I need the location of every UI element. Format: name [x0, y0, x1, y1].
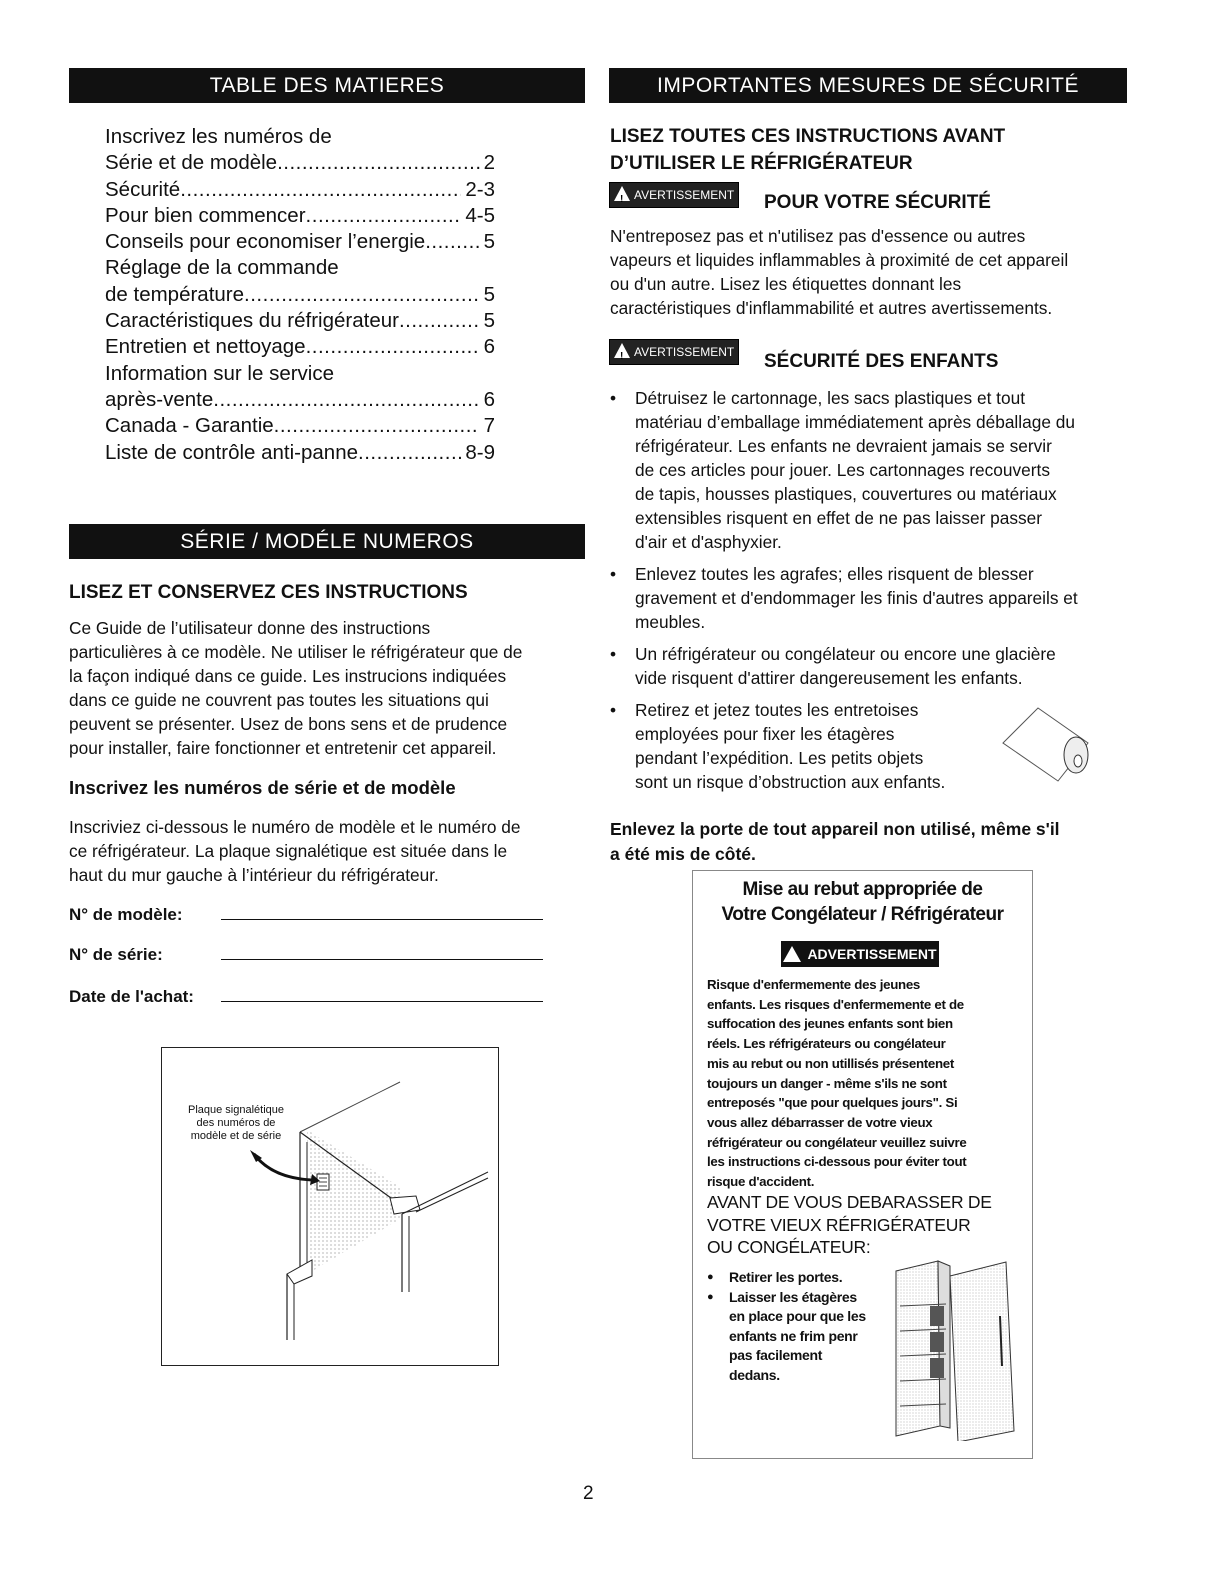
serie-banner: SÉRIE / MODÉLE NUMEROS	[69, 524, 585, 559]
toc-entry-label: Liste de contrôle anti-panne	[105, 440, 359, 464]
purchase-date-label: Date de l'achat:	[69, 987, 194, 1006]
page-number: 2	[583, 1483, 594, 1504]
toc-entry-label: Inscrivez les numéros de	[105, 125, 332, 148]
text-line: d'air et d'asphyxier.	[635, 532, 782, 552]
purchase-date-field[interactable]	[69, 985, 549, 1007]
lisez-paragraph	[69, 616, 589, 760]
toc-leader-dots	[277, 150, 480, 176]
children-safety-heading: SÉCURITÉ DES ENFANTS	[764, 351, 999, 372]
toc-entry-label: Conseils pour economiser l’energie	[105, 230, 426, 254]
text-line: • Retirez et jetez toutes les entretoises	[635, 700, 919, 720]
safety-paragraph	[610, 224, 1135, 320]
text-line: peuvent se présenter. Usez de bons sens et de prudence	[69, 714, 508, 734]
toc-entry	[105, 440, 495, 466]
warning-triangle-icon	[614, 343, 630, 358]
disposal-body	[707, 975, 1019, 1192]
toc-entry-page: 8-9	[465, 440, 495, 464]
toc-entry	[105, 177, 495, 203]
text-line: dedans.	[729, 1366, 780, 1383]
text-line: • Détruisez le cartonnage, les sacs plastiques et tout	[635, 388, 1026, 408]
model-number-label: N° de modèle:	[69, 905, 183, 924]
text-line: ce réfrigérateur. La plaque signalétique est située dans le	[69, 841, 508, 861]
text-line: matériau d’emballage immédiatement après déballage du	[635, 412, 1075, 432]
text-line: vapeurs et liquides inflammables à proximité de cet appareil	[610, 250, 1069, 270]
toc-entry-label: Information sur le service	[105, 361, 335, 385]
toc-leader-dots	[399, 308, 480, 334]
disposal-title: Mise au rebut appropriée de Votre Congélateur / Réfrigérateur	[721, 879, 1004, 925]
text-line: dans ce guide ne couvrent pas toutes les situations qui	[69, 690, 489, 710]
text-line: sont un risque d’obstruction aux enfants.	[635, 772, 946, 792]
toc-entry	[105, 255, 495, 281]
toc-entry-page: 2	[483, 151, 495, 175]
toc-entry-label: Pour bien commencer	[105, 203, 306, 227]
toc-entry-page: 5	[483, 282, 495, 306]
bullet-icon: ●	[707, 1271, 714, 1283]
model-number-line[interactable]	[221, 919, 543, 920]
text-line: réfrigérateur. Les enfants ne devraient jamais se servir	[635, 436, 1052, 456]
toc-entry-label: après-vente	[105, 387, 214, 411]
figure-caption: Plaque signalétique des numéros de modèle et de série	[187, 1104, 285, 1142]
purchase-date-line[interactable]	[221, 1001, 543, 1002]
text-line: pour installer, faire fonctionner et entretenir cet appareil.	[69, 738, 497, 758]
text-line: haut du mur gauche à l’intérieur du réfrigérateur.	[69, 865, 439, 885]
text-line: • Un réfrigérateur ou congélateur ou encore une glacière	[635, 644, 1056, 664]
toc-entry	[105, 229, 495, 255]
serial-number-label: N° de série:	[69, 945, 163, 964]
advertissement-badge: ADVERTISSEMENT	[781, 941, 939, 967]
warning-badge-2: ! AVERTISSEMENT	[609, 339, 739, 365]
text-line: ou d'un autre. Lisez les étiquettes donnant les	[610, 274, 962, 294]
text-line: de ces articles pour jouer. Les cartonnages recouverts	[635, 460, 1050, 480]
text-line: les instructions ci-dessous pour éviter tout	[707, 1154, 967, 1170]
text-line: la façon indiqué dans ce guide. Les instrucions indiquées	[69, 666, 507, 686]
remove-door-text: Enlevez la porte de tout appareil non utilisé, même s'il a été mis de côté.	[610, 819, 1060, 864]
toc-entry	[105, 387, 495, 413]
toc-entry	[105, 308, 495, 334]
text-line: N'entreposez pas et n'utilisez pas d'essence ou autres	[610, 226, 1026, 246]
text-line: employées pour fixer les étagères	[635, 724, 895, 744]
text-line: Ce Guide de l’utilisateur donne des instructions	[69, 618, 431, 638]
freezer-illustration	[888, 1256, 1028, 1441]
read-instructions-heading: LISEZ TOUTES CES INSTRUCTIONS AVANT D’UTILISER LE RÉFRIGÉRATEUR	[610, 126, 1006, 174]
model-number-field[interactable]	[69, 903, 549, 925]
toc-entry-label: de température	[105, 282, 245, 306]
inscrivez-heading: Inscrivez les numéros de série et de modèle	[69, 777, 456, 798]
text-line: entreposés "que pour quelques jours". Si	[707, 1095, 958, 1111]
toc-entry	[105, 282, 495, 308]
inscrivez-paragraph	[69, 815, 589, 887]
toc-entry	[105, 361, 495, 387]
text-line: suffocation des jeunes enfants sont bien	[707, 1016, 953, 1032]
text-line: vous allez débarrasser de votre vieux	[707, 1114, 933, 1130]
text-line: Inscriviez ci-dessous le numéro de modèle et le numéro de	[69, 817, 521, 837]
text-line: particulières à ce modèle. Ne utiliser le réfrigérateur que de	[69, 642, 523, 662]
text-line: Risque d'enfermemente des jeunes	[707, 977, 921, 992]
text-line: risque d'accident.	[707, 1174, 815, 1190]
your-safety-heading: POUR VOTRE SÉCURITÉ	[764, 192, 991, 213]
text-line: vide risquent d'attirer dangereusement les enfants.	[635, 668, 1023, 688]
toc-entry-page: 6	[483, 335, 495, 359]
warning-triangle-icon	[783, 946, 801, 962]
text-line: réels. Les réfrigérateurs ou congélateur	[707, 1036, 946, 1052]
text-line: pendant l’expédition. Les petits objets	[635, 748, 924, 768]
safety-bullet	[610, 386, 1135, 554]
toc-entry-label: Sécurité	[105, 177, 181, 201]
serial-plate-figure	[161, 1047, 499, 1366]
text-line: mis au rebut ou non utillisés présentenet	[707, 1055, 955, 1071]
table-of-contents	[105, 124, 495, 466]
toc-leader-dots	[213, 387, 479, 413]
serial-number-field[interactable]	[69, 943, 549, 965]
toc-entry-page: 4-5	[465, 203, 495, 227]
toc-entry	[105, 150, 495, 176]
text-line: • Enlevez toutes les agrafes; elles risquent de blesser	[635, 564, 1034, 584]
toc-entry-label: Entretien et nettoyage	[105, 335, 306, 359]
text-line: en place pour que les	[729, 1308, 866, 1325]
disposal-caps: AVANT DE VOUS DEBARASSER DE VOTRE VIEUX RÉFRIGÉRATEUR OU CONGÉLATEUR:	[707, 1192, 992, 1257]
toc-entry-page: 6	[483, 387, 495, 411]
lisez-heading: LISEZ ET CONSERVEZ CES INSTRUCTIONS	[69, 582, 468, 603]
toc-entry-label: Série et de modèle	[105, 151, 278, 175]
toc-entry-page: 5	[483, 309, 495, 333]
toc-entry	[105, 413, 495, 439]
disposal-steps	[707, 1268, 892, 1386]
toc-leader-dots	[306, 203, 462, 229]
toc-leader-dots	[425, 229, 479, 255]
safety-banner: IMPORTANTES MESURES DE SÉCURITÉ	[609, 68, 1127, 103]
text-line: gravement et d'endommager les finis d'autres appareils et	[635, 588, 1078, 608]
toc-entry-page: 7	[483, 414, 495, 438]
toc-leader-dots	[306, 334, 480, 360]
disposal-step	[707, 1288, 892, 1386]
toc-entry	[105, 334, 495, 360]
toc-entry-label: Réglage de la commande	[105, 256, 339, 280]
safety-bullet	[610, 642, 1135, 690]
toc-entry-page: 5	[483, 230, 495, 254]
toc-leader-dots	[358, 440, 461, 466]
text-line: de tapis, housses plastiques, couvertures ou matériaux	[635, 484, 1057, 504]
text-line: Retirer les portes.	[729, 1269, 843, 1285]
text-line: extensibles risquent en effet de ne pas laisser passer	[635, 508, 1042, 528]
toc-entry-label: Caractéristiques du réfrigérateur	[105, 309, 399, 333]
toc-leader-dots	[274, 413, 480, 439]
safety-bullet	[610, 562, 1135, 634]
toc-banner: TABLE DES MATIERES	[69, 68, 585, 103]
text-line: enfants. Les risques d'enfermemente et de	[707, 996, 964, 1012]
text-line: caractéristiques d'inflammabilité et autres avertissements.	[610, 298, 1053, 318]
toc-entry-label: Canada - Garantie	[105, 414, 274, 438]
text-line: enfants ne frim penr	[729, 1327, 858, 1344]
fridge-corner-illustration	[162, 1048, 498, 1365]
warning-triangle-icon	[614, 186, 630, 201]
toc-entry	[105, 124, 495, 150]
text-line: meubles.	[635, 612, 706, 632]
toc-leader-dots	[244, 282, 480, 308]
toc-leader-dots	[180, 177, 461, 203]
disposal-step	[707, 1268, 892, 1288]
text-line: pas facilement	[729, 1347, 823, 1364]
text-line: toujours un danger - même s'ils ne sont	[707, 1075, 947, 1091]
warning-badge-1: ! AVERTISSEMENT	[609, 182, 739, 208]
bullet-icon: ●	[707, 1290, 714, 1303]
text-line: réfrigérateur ou congélateur veuillez suivre	[707, 1134, 967, 1150]
serial-number-line[interactable]	[221, 959, 543, 960]
spacer-roll-illustration	[998, 703, 1098, 783]
disposal-box	[692, 870, 1033, 1459]
toc-entry	[105, 203, 495, 229]
toc-entry-page: 2-3	[465, 177, 495, 201]
text-line: Laisser les étagères	[729, 1288, 857, 1305]
